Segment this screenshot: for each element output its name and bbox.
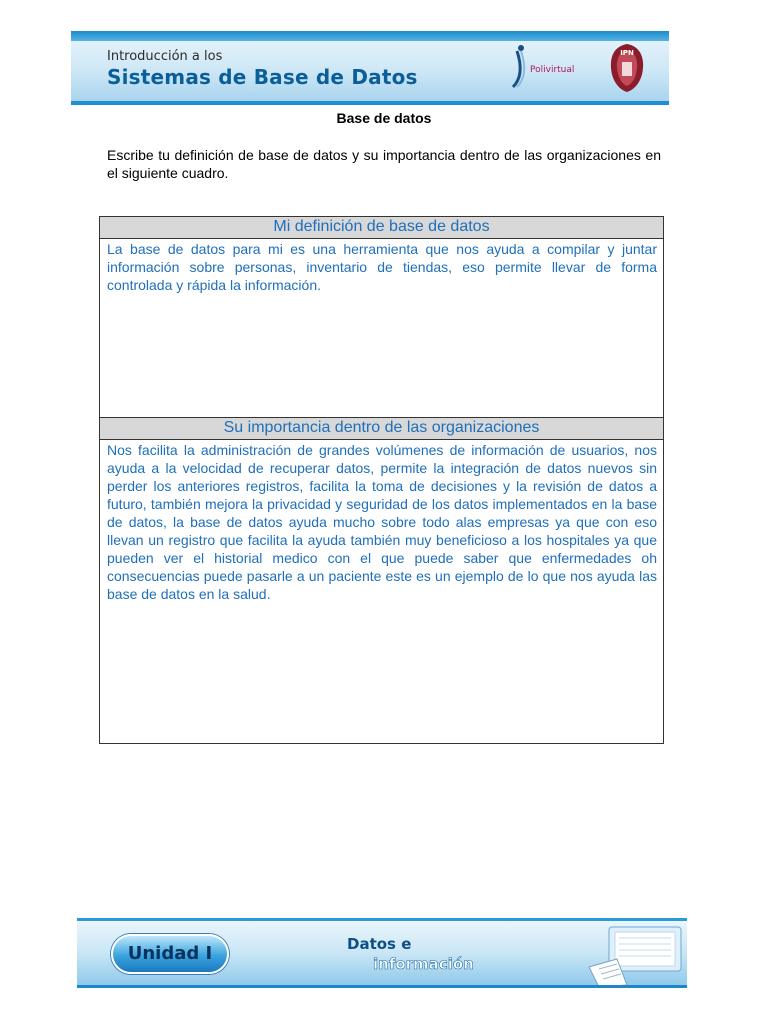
seal-text: IPN [620, 49, 634, 57]
section-header-definition: Mi definición de base de datos [100, 217, 663, 239]
topic-title-line2: información [373, 955, 474, 973]
topic-title-line1: Datos e [347, 935, 412, 953]
page-title: Base de datos [336, 110, 432, 126]
definition-table [99, 216, 664, 744]
documents-icon [587, 923, 687, 987]
header-stripe [71, 31, 669, 41]
ipn-seal-icon [608, 42, 646, 94]
section-header-importance: Su importancia dentro de las organizaciones [100, 418, 663, 440]
banner-subtitle: Introducción a los [107, 49, 223, 64]
unit-button[interactable]: Unidad I [111, 934, 229, 974]
section-body-definition: La base de datos para mi es una herramienta que nos ayuda a compilar y juntar información sobre personas, inventario de tiendas, eso permite llevar de forma controlada y rápida la información. [100, 239, 663, 418]
banner-title: Sistemas de Base de Datos [107, 65, 418, 89]
section-body-importance: Nos facilita la administración de grandes volúmenes de información de usuarios, nos ayuda a la velocidad de recuperar datos, permite la integración de datos nuevos sin perder los anteriores registros, facilita la toma de decisiones y la revisión de datos a futuro, también mejora la privacidad y seguridad de los datos implementados en la base de datos, la base de datos ayuda mucho sobre todo alas empresas ya que con eso llevan un registro que facilita la ayuda también muy beneficioso a los hospitales ya que pueden ver el historial medico con el que puede saber que enfermedades oh consecuencias puede pasarle a un paciente este es un ejemplo de lo que nos ayuda las base de datos en la salud. [107, 442, 657, 602]
instructions-text: Escribe tu definición de base de datos y su importancia dentro de las organizaciones en el siguiente cuadro. [107, 147, 661, 181]
polivirtual-text: Polivirtual [530, 65, 575, 75]
footer-banner [77, 918, 687, 988]
header-banner [71, 31, 669, 105]
